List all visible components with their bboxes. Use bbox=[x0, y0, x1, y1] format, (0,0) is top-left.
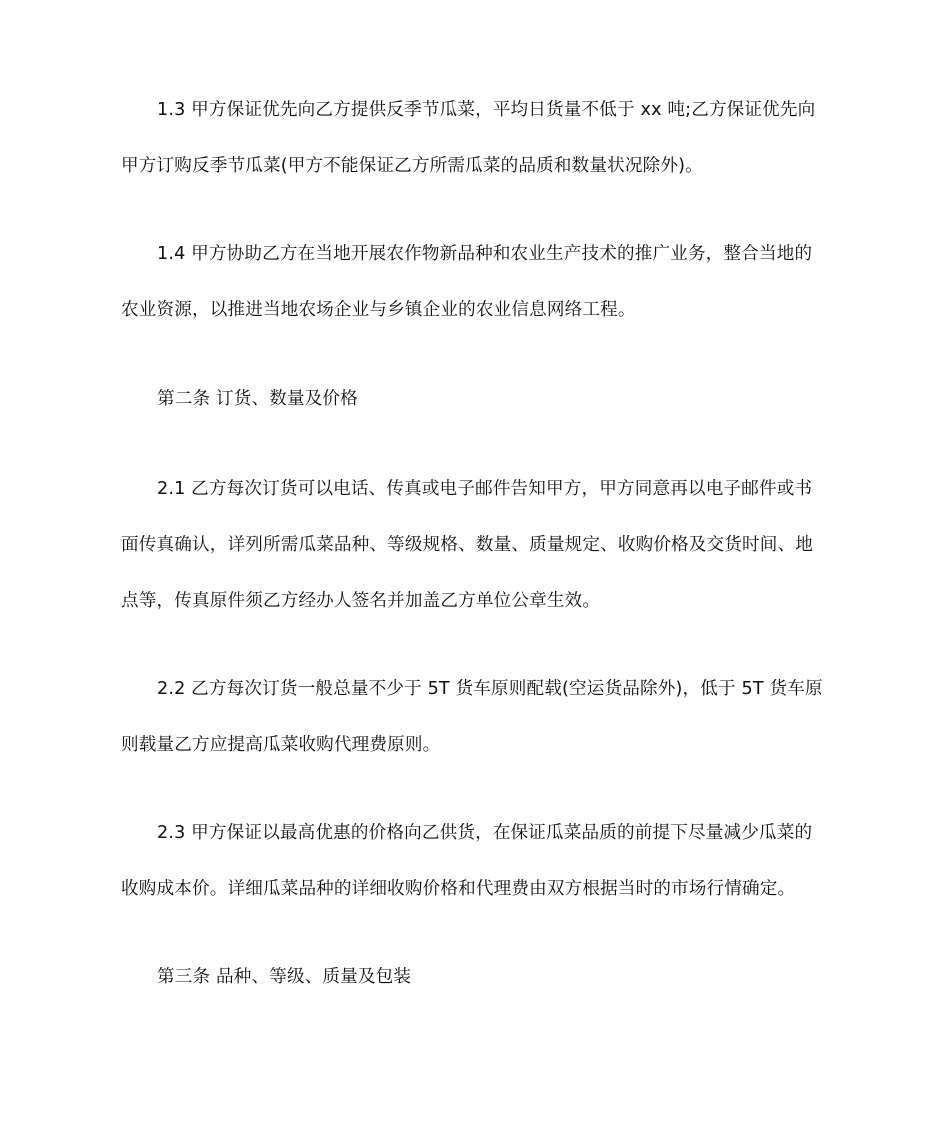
paragraph-line: 1.3 甲方保证优先向乙方提供反季节瓜菜，平均日货量不低于 xx 吨;乙方保证优先向 bbox=[157, 100, 816, 120]
paragraph-line: 点等，传真原件须乙方经办人签名并加盖乙方单位公章生效。 bbox=[121, 591, 601, 611]
paragraph-line: 面传真确认，详列所需瓜菜品种、等级规格、数量、质量规定、收购价格及交货时间、地 bbox=[121, 535, 814, 555]
paragraph-line: 农业资源，以推进当地农场企业与乡镇企业的农业信息网络工程。 bbox=[121, 300, 636, 320]
paragraph-line: 2.1 乙方每次订货可以电话、传真或电子邮件告知甲方，甲方同意再以电子邮件或书 bbox=[157, 479, 813, 499]
paragraph-line: 2.2 乙方每次订货一般总量不少于 5T 货车原则配载(空运货品除外)，低于 5T 货车原 bbox=[157, 679, 823, 699]
paragraph-line: 1.4 甲方协助乙方在当地开展农作物新品种和农业生产技术的推广业务，整合当地的 bbox=[157, 244, 813, 264]
paragraph-line: 2.3 甲方保证以最高优惠的价格向乙供货，在保证瓜菜品质的前提下尽量减少瓜菜的 bbox=[157, 823, 813, 843]
paragraph-line: 甲方订购反季节瓜菜(甲方不能保证乙方所需瓜菜的品质和数量状况除外)。 bbox=[121, 156, 703, 176]
section-heading: 第三条 品种、等级、质量及包装 bbox=[157, 967, 412, 987]
paragraph-line: 收购成本价。详细瓜菜品种的详细收购价格和代理费由双方根据当时的市场行情确定。 bbox=[121, 879, 796, 899]
paragraph-line: 则载量乙方应提高瓜菜收购代理费原则。 bbox=[121, 735, 441, 755]
section-heading: 第二条 订货、数量及价格 bbox=[157, 389, 358, 409]
